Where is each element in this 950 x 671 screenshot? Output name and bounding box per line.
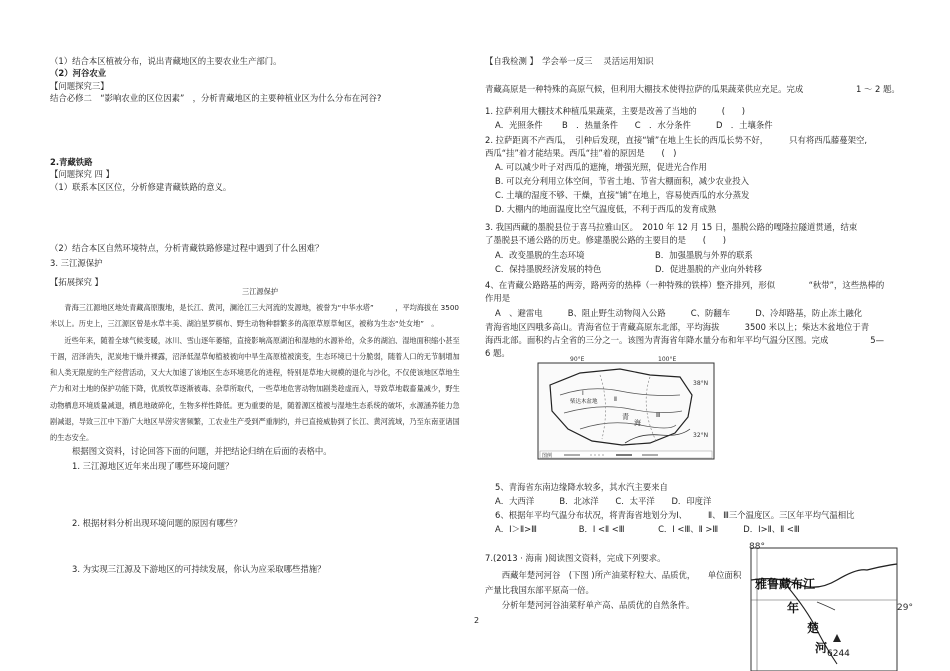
question-7-material-1: 西藏年楚河河谷 (下图 )所产油菜籽粒大、品质优， 单位面积 [485,570,742,580]
map1-lon-1: 90°E [570,356,585,363]
map1-lat-1: 38°N [693,380,709,387]
intro-text: 青藏高原是一种特殊的高原气候，但利用大棚技术使得拉萨的瓜果蔬菜供应充足。完成 [485,84,804,94]
question-2-line-1: 2. 拉萨距离不产西瓜， 引种后发现，直接“铺”在地上生长的西瓜长势不好， 只有将西瓜藤蔓架空, [485,135,868,145]
section-label-extended-explore: 【拓展探究 】 [50,277,103,287]
question-7-task: 分析年楚河河谷油菜籽单产高、品质优的自然条件。 [485,600,695,610]
map1-zone-II: Ⅱ [614,396,617,403]
section-label-explore-3: 【问题探究三】 [50,81,109,91]
question-4-line-1: 4、在青藏公路路基的两旁，路两旁的热棒（一种特殊的铁棒）整齐排列，形似 “秋带”，这些热棒的 [485,280,885,290]
q5-6-intro-3: 6 题。 [485,348,510,358]
discussion-q1: 1. 三江源地区近年来出现了哪些环境问题？ [72,461,234,471]
question-2-option-c: C. 土壤的湿度不够、干燥，直接“铺”在地上，容易使西瓜的水分蒸发 [495,190,750,200]
map1-label-basin: 柴达木盆地 [570,399,598,405]
section-heading-railway: 2.青藏铁路 [50,157,93,167]
q5-6-intro-1: 青海省地区四哦多高山。青海省位于青藏高原东北部，平均海拔 3500 米以上；柴达木盆地位于青 [485,322,870,332]
map2-river-label-4: 河 [815,641,828,655]
section-heading-sanjiangyuan: 3. 三江源保护 [50,258,103,268]
question-3-line-1: 3. 我国西藏的墨脱县位于喜马拉雅山区。 2010 年 12 月 15 日，墨脱公路的嘎隆拉隧道贯通，结束 [485,222,858,232]
question-2-line-2: 西瓜“挂”着才能结果。西瓜“挂”着的原因是 ( ) [485,148,677,158]
map2-peak-elevation: 6244 [827,649,850,659]
map2-river-label-3: 楚 [807,621,820,635]
nianchu-river-map [747,540,925,671]
q5-6-intro-2: 海西北部。面积约占全省的三分之一。该图为青海省年降水量分布和年平均气温分区图。完成 5— [485,335,884,345]
explore-3-question: 结合必修二 “影响农业的区位因素” ，分析青藏地区的主要种植业区为什么分布在河谷? [50,93,382,103]
question-3-line-2: 了墨脱县不通公路的历史。修建墨脱公路的主要目的是 ( ) [485,235,727,245]
q-1-line: （1）结合本区植被分布，说出青藏地区的主要农业生产部门。 [50,56,282,66]
discussion-intro: 根据图文资料，讨论回答下面的问题，并把结论归纳在后面的表格中。 [72,446,332,456]
question-3-option-c: C．保持墨脱经济发展的特色 [495,264,602,274]
question-2-option-a: A. 可以减少叶子对西瓜的遮掩，增强光照，促进光合作用 [495,162,707,172]
railway-q1: （1）联系本区区位，分析修建青藏铁路的意义。 [50,182,232,192]
map1-label-qing: 青 [622,413,629,421]
question-3-option-d: D．促进墨脱的产业向外转移 [655,264,762,274]
map1-zone-III: Ⅲ [656,412,661,419]
map1-legend-label: 图例 [542,453,553,459]
map2-river-label-1: 雅鲁藏布江 [755,577,816,591]
article-body: 青海三江源地区地处青藏高原腹地，是长江、黄河，澜沧江三大河流的发源地，被誉为“中华水塔” ，平均海拔在 3500 米以上。历史上，三江源区曾是水草丰美、湖泊星罗棋布、野生动物种群繁多的高原草原草甸区，被称为生态“处女地” 。 近些年来，随着全球气候变暖，冰川、雪山逐年萎缩，直接影响高原湖泊和湿地的水源补给，众多的湖泊、湿地面积缩小甚至干涸，沼泽消失，泥炭地干燥并裸露，沼泽低湿草甸植被被向中旱生高原植被演变，生态环境已十分脆弱，随着人口的无节制增加和人类无限度的生产经营活动，又大大加速了该地区生态环境恶化的进程，特别是草地大规模的退化与沙化，不仅使该地区草地生产力和对土地的保护功能下降，优质牧草逐渐被毒、杂草所取代，一些草地危害动物加剧类趁虚而入，导致草地载畜量减少，野生动物栖息环境质量减退，栖息地破碎化，生物多样性降低。更为重要的是，随着源区植被与湿地生态系统的破坏，水源涵养能力急剧减退，导致三江中下游广大地区旱涝灾害频繁，工农业生产受到严重制约，并已直接威胁到了长江、黄河流域，乃至东南亚诸国的生态安全。 [50,303,460,443]
map2-lon: 88° [749,542,765,552]
intro-range: 1 ～ 2 题。 [856,84,900,94]
question-2-option-d: D. 大棚内的地面温度比空气温度低，不利于西瓜的发育成熟 [495,204,717,214]
self-test-header: 【自我检测 】 学会举一反三 灵活运用知识 [485,56,654,66]
discussion-q2: 2. 根据材料分析出现环境问题的原因有哪些？ [72,518,242,528]
discussion-q3: 3. 为实现三江源及下游地区的可持续发展，你认为应采取哪些措施？ [72,564,326,574]
question-2-option-b: B. 可以充分利用立体空间，节省土地、节省大棚面积，减少农业投入 [495,176,749,186]
question-5-options: A．大西洋 B．北冰洋 C．太平洋 D．印度洋 [495,496,712,506]
question-3-option-b: B．加强墨脱与外界的联系 [655,250,753,260]
question-6: 6、根据年平均气温分布状况，将青海省地划分为Ⅰ、 Ⅱ、 Ⅲ三个温度区。三区年平均气温相比 [495,510,855,520]
page-number: 2 [474,616,480,625]
question-7: 7.(2013 · 海南 )阅读图文资料，完成下列要求。 [485,553,666,563]
question-1-options: A．光照条件 B ．热量条件 C ．水分条件 D ．土壤条件 [495,120,773,130]
article-title: 三江源保护 [242,287,278,296]
question-4-line-2: 作用是 [485,293,511,303]
map1-zone-I: Ⅰ [582,390,584,397]
question-3-option-a: A．改变墨脱的生态环境 [495,250,585,260]
question-7-material-2: 产量比我国东部平原高一倍。 [485,585,594,595]
map2-river-label-2: 年 [787,601,800,615]
map1-lat-2: 32°N [693,432,709,439]
map1-lon-2: 100°E [658,356,677,363]
q-2-line: （2）河谷农业 [50,68,107,78]
map2-lat: 29° [897,603,913,613]
question-5: 5、青海省东南边缘降水较多，其水汽主要来自 [495,482,668,492]
question-4-options: A 、避雷电 B、阻止野生动物闯入公路 C、防翻车 D、冷却路基，防止冻土融化 [495,308,863,318]
section-label-explore-4: 【问题探究 四 】 [50,169,114,179]
railway-q2: （2）结合本区自然环境特点，分析青藏铁路修建过程中遇到了什么困难？ [50,243,324,253]
qinghai-precipitation-temperature-map [530,355,722,467]
question-1: 1. 拉萨利用大棚技术种植瓜果蔬菜，主要是改善了当地的 ( ) [485,106,746,116]
question-6-options: A．Ⅰ＞Ⅱ>Ⅲ B．Ⅰ <Ⅱ <Ⅲ C．Ⅰ <Ⅲ、Ⅱ >Ⅲ D．Ⅰ>Ⅱ、Ⅱ <Ⅲ [495,524,800,534]
map1-label-hai: 海 [634,419,641,427]
